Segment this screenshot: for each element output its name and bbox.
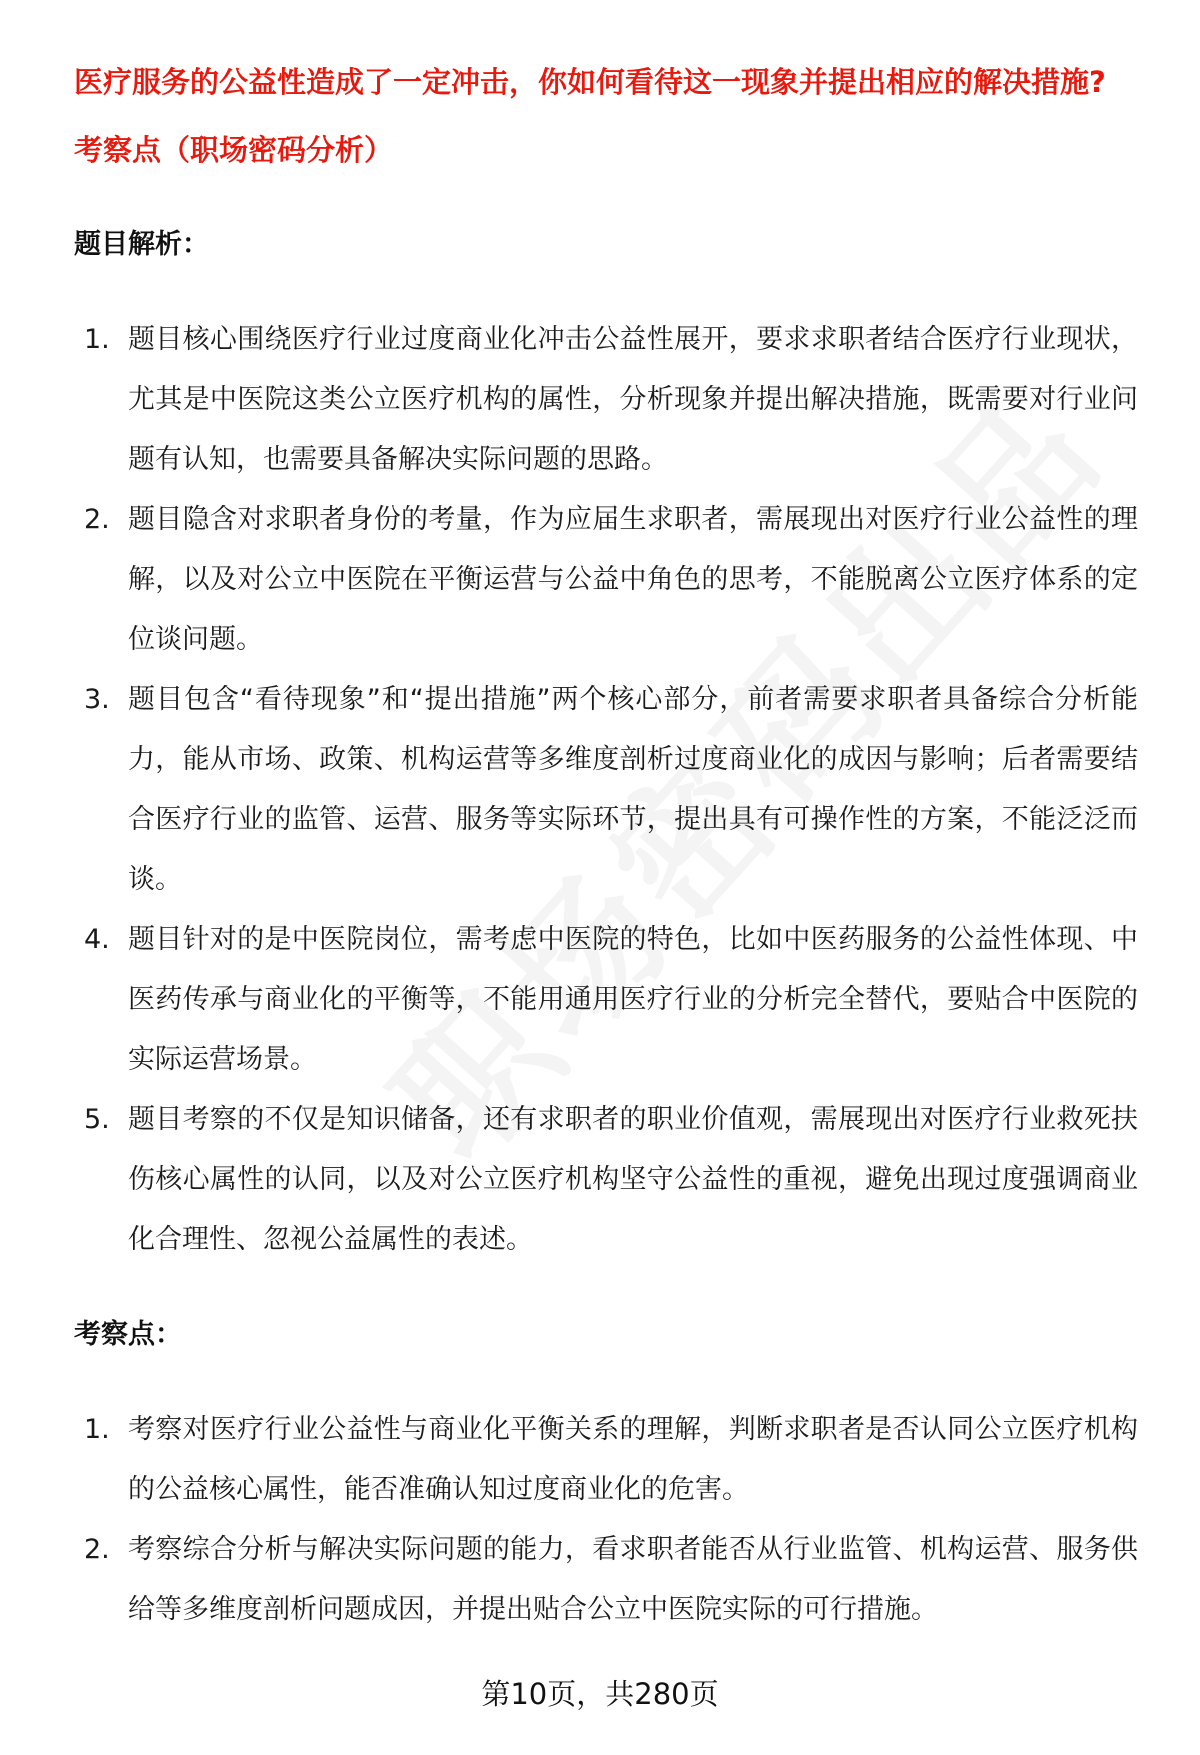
list-item [0,670,1200,910]
list-item-text: 题目核心围绕医疗行业过度商业化冲击公益性展开，要求求职者结合医疗行业现状，尤其是中医院这类公立医疗机构的属性，分析现象并提出解决措施，既需要对行业问题有认知，也需要具备解决实际问题的思路。 [128,324,1138,475]
list-item-text: 考察综合分析与解决实际问题的能力，看求职者能否从行业监管、机构运营、服务供给等多维度剖析问题成因，并提出贴合公立中医院实际的可行措施。 [128,1534,1138,1625]
question-subtitle: 考察点（职场密码分析） [74,133,394,167]
list-item-text: 题目考察的不仅是知识储备，还有求职者的职业价值观，需展现出对医疗行业救死扶伤核心属性的认同，以及对公立医疗机构坚守公益性的重视，避免出现过度强调商业化合理性、忽视公益属性的表述。 [128,1104,1138,1255]
list-item-text: 考察对医疗行业公益性与商业化平衡关系的理解，判断求职者是否认同公立医疗机构的公益核心属性，能否准确认知过度商业化的危害。 [128,1414,1138,1505]
list-item-number: 5. [84,1104,110,1135]
list-item-text: 题目隐含对求职者身份的考量，作为应届生求职者，需展现出对医疗行业公益性的理解，以及对公立中医院在平衡运营与公益中角色的思考，不能脱离公立医疗体系的定位谈问题。 [128,504,1138,655]
list-item [0,490,1200,670]
analysis-heading: 题目解析： [74,229,209,260]
list-item [0,1520,1200,1640]
points-heading: 考察点： [74,1319,182,1350]
list-item [0,1090,1200,1270]
list-item-number: 2. [84,504,110,535]
list-item-text: 题目包含“看待现象”和“提出措施”两个核心部分，前者需要求职者具备综合分析能力，能从市场、政策、机构运营等多维度剖析过度商业化的成因与影响；后者需要结合医疗行业的监管、运营、服务等实际环节，提出具有可操作性的方案，不能泛泛而谈。 [128,684,1138,895]
list-item-number: 4. [84,924,110,955]
list-item-number: 1. [84,324,110,355]
list-item [0,1400,1200,1520]
list-item-number: 1. [84,1414,110,1445]
list-item [0,310,1200,490]
points-list [0,1400,1200,1640]
list-item [0,910,1200,1090]
question-title: 医疗服务的公益性造成了一定冲击，你如何看待这一现象并提出相应的解决措施? [74,65,1106,99]
list-item-text: 题目针对的是中医院岗位，需考虑中医院的特色，比如中医药服务的公益性体现、中医药传承与商业化的平衡等，不能用通用医疗行业的分析完全替代，要贴合中医院的实际运营场景。 [128,924,1138,1075]
page-number-footer: 第10页，共280页 [481,1677,719,1711]
list-item-number: 3. [84,684,110,715]
list-item-number: 2. [84,1534,110,1565]
analysis-list [0,310,1200,1270]
